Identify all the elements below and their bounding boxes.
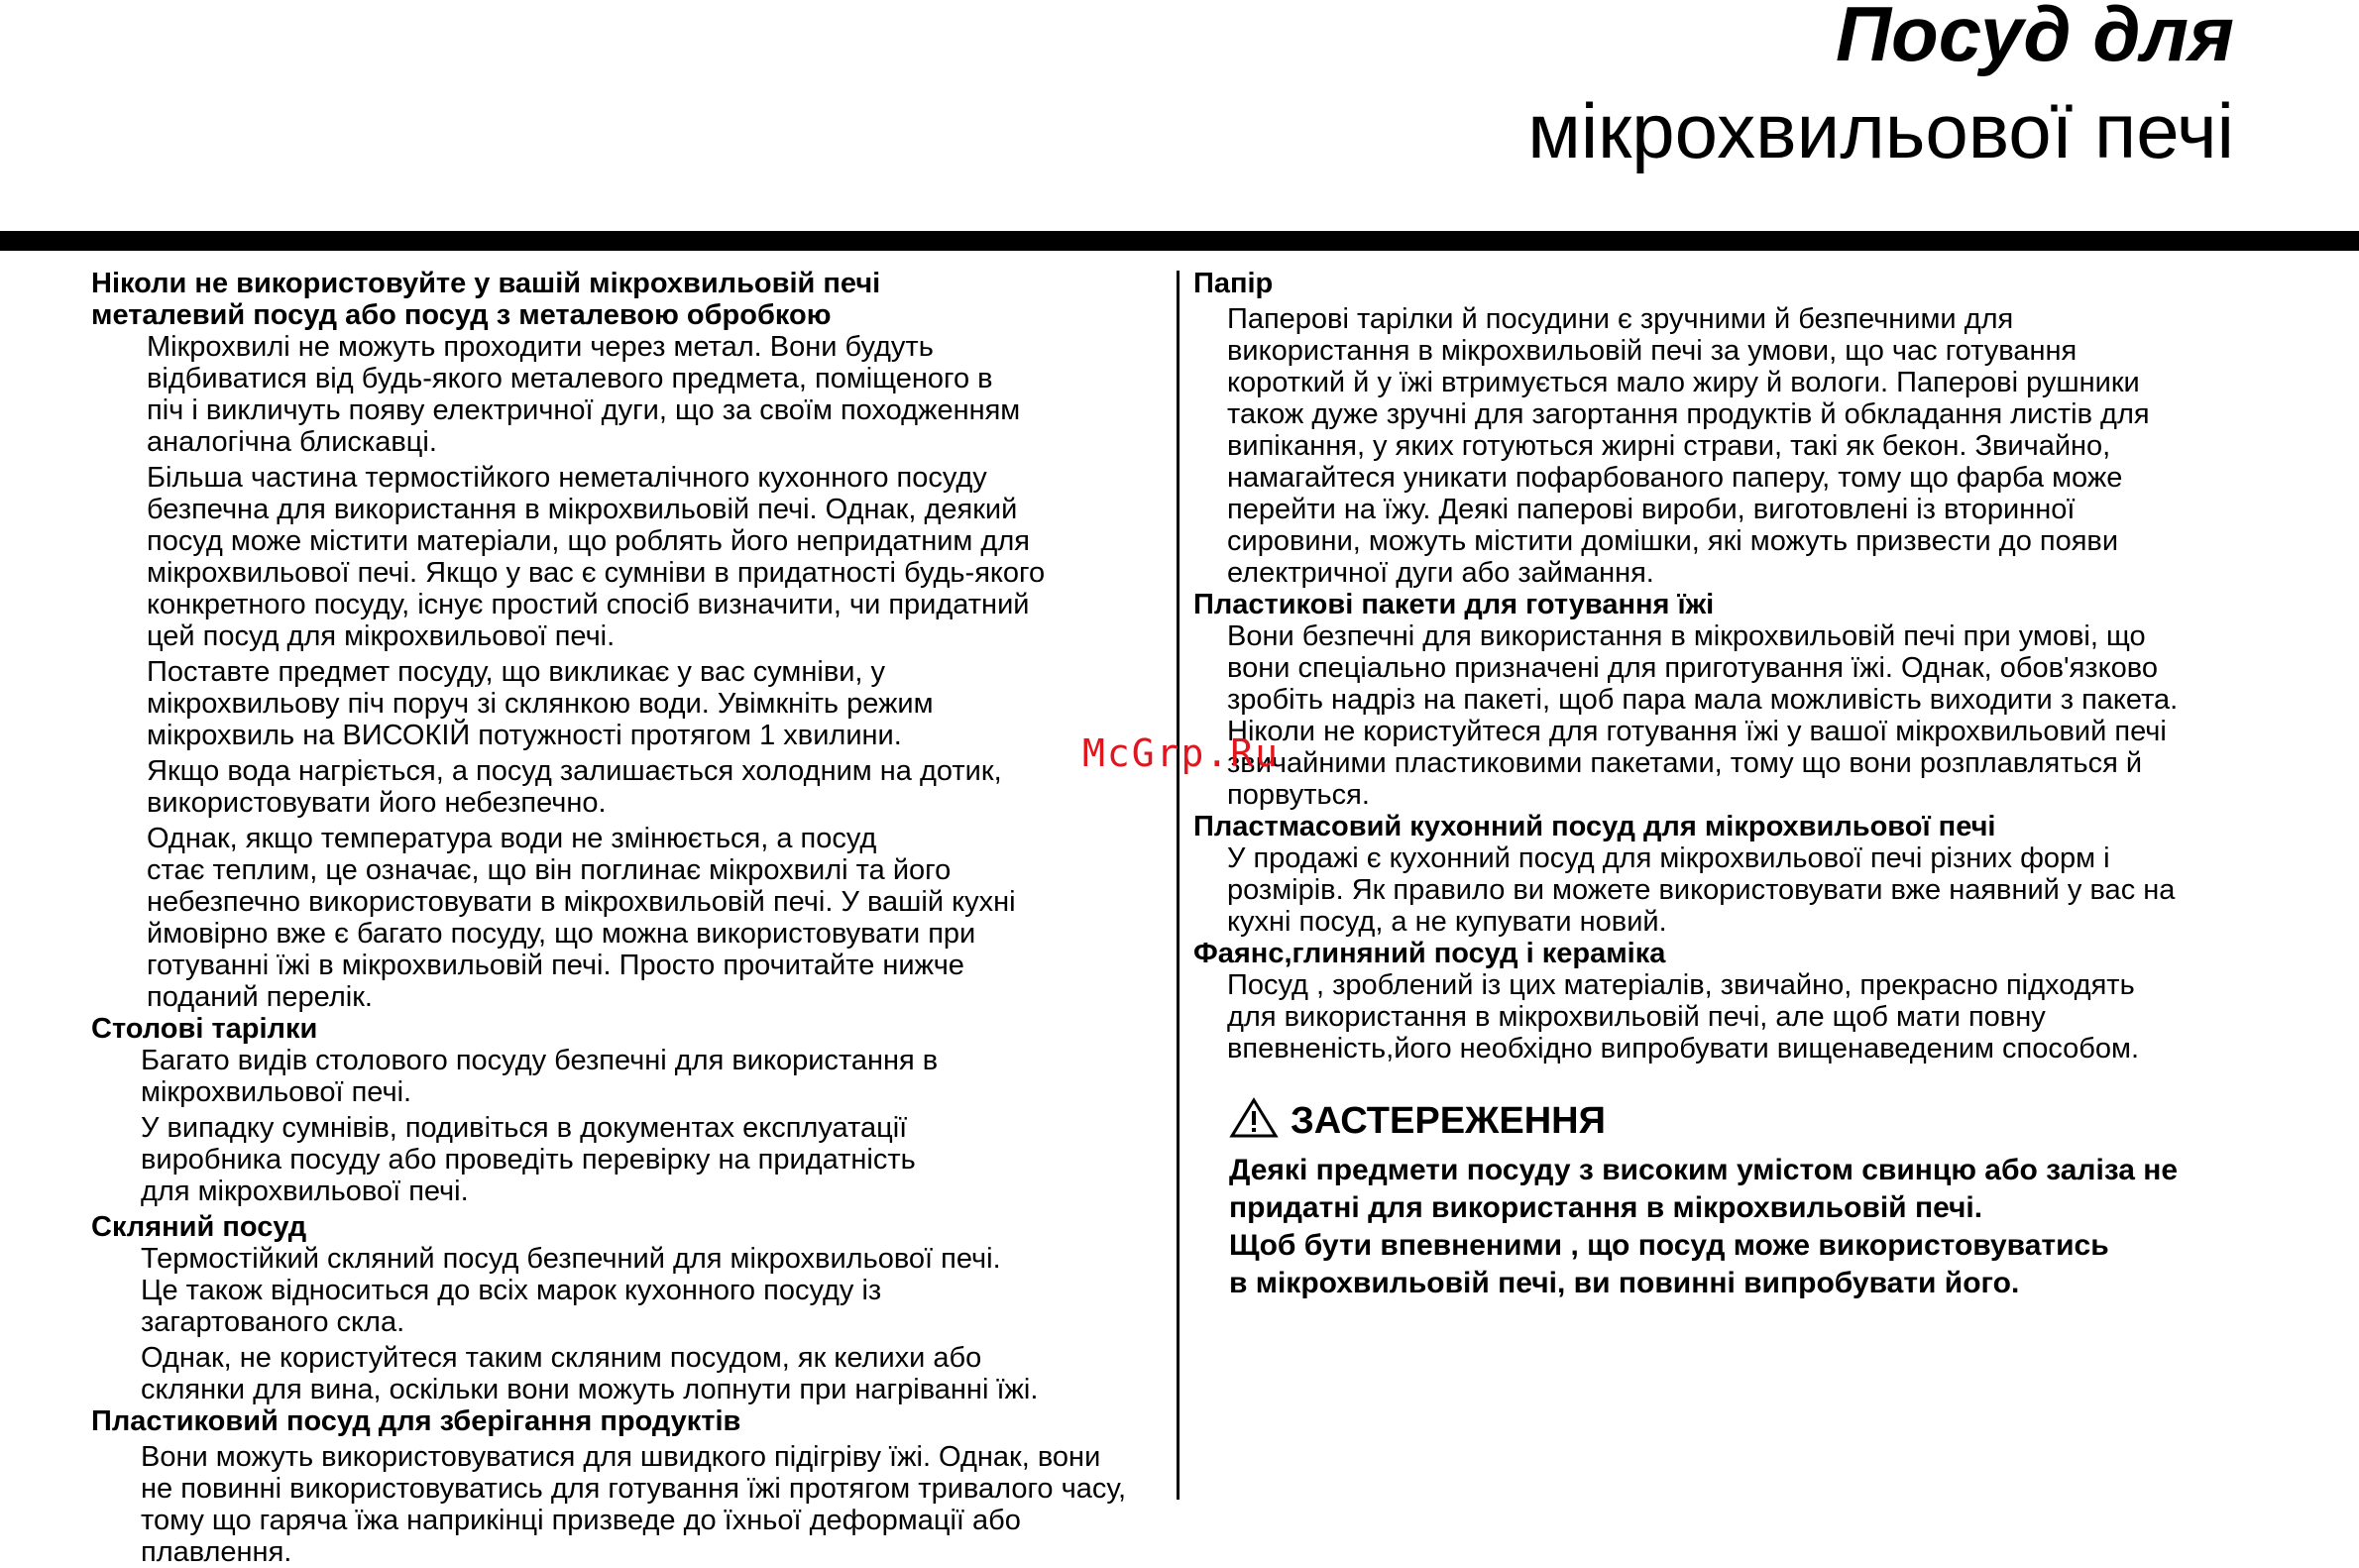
section-heading-cooking-bags: Пластикові пакети для готування їжі [1193, 589, 1715, 620]
left-column [91, 268, 1154, 1568]
warning-header [1229, 1097, 2300, 1144]
paragraph: Вони безпечні для використання в мікрохвильовій печі при умові, що вони спеціально призначені для приготування їжі. Однак, обов'язково зробіть надріз на пакеті, щоб пара мала можливість виходити з пакета. Ніколи не користуйтеся для готування їжі у вашої мікрохвильовий печі звичайними пластиковими пакетами, тому що вони розплавляться й порвуться. [1227, 620, 2179, 811]
paragraph: У випадку сумнівів, подивіться в документах експлуатації виробника посуду або проведіть перевірку на придатність для мікрохвильової печі. [141, 1112, 916, 1207]
paragraph: Вони можуть використовуватися для швидкого підігріву їжі. Однак, вони не повинні використовуватись для готування їжі протягом тривалого часу, тому що гаряча їжа наприкінці призведе до їхньої деформації або плавлення. [141, 1441, 1127, 1568]
section-heading-tableware: Столові тарілки [91, 1013, 318, 1045]
paragraph: Термостійкий скляний посуд безпечний для мікрохвильової печі. Це також відноситься до всіх марок кухонного посуду із загартованого скла. [141, 1243, 1001, 1338]
page-title: Посуд для [1835, 0, 2234, 77]
section-heading-ceramics: Фаянс,глиняний посуд і кераміка [1193, 938, 1666, 969]
paragraph: Однак, якщо температура води не змінюється, а посуд стає теплим, це означає, що він поглинає мікрохвилі та його небезпечно використовувати в мікрохвильовій печі. У вашій кухні ймовірно вже є багато посуду, що можна використовувати при готуванні їжі в мікрохвильовій печі. Просто прочитайте нижче поданий перелік. [147, 823, 1016, 1013]
section-heading-plastic-cookware: Пластмасовий кухонний посуд для мікрохвильової печі [1193, 811, 1996, 842]
watermark: McGrp.Ru [1082, 731, 1281, 775]
warning-title: ЗАСТЕРЕЖЕННЯ [1291, 1099, 1606, 1142]
paragraph: Мікрохвилі не можуть проходити через метал. Вони будуть відбиватися від будь-якого металевого предмета, поміщеного в піч і викличуть появу електричної дуги, що за своїм походженням аналогічна блискавці. [147, 331, 1021, 458]
paragraph: Паперові тарілки й посудини є зручними й безпечними для використання в мікрохвильовій печі за умови, що час готування короткий й у їжі втримується мало жиру й вологи. Паперові рушники також дуже зручні для загортання продуктів й обкладання листів для випікання, у яких готуються жирні страви, такі як бекон. Звичайно, намагайтеся уникати пофарбованого паперу, тому що фарба може перейти на їжу. Деякі паперові вироби, виготовлені із вторинної сировини, можуть містити домішки, які можуть призвести до появи електричної дуги або займання. [1227, 303, 2150, 589]
section-heading-glassware: Скляний посуд [91, 1211, 307, 1243]
paragraph: У продажі є кухонний посуд для мікрохвильової печі різних форм і розмірів. Як правило ви можете використовувати вже наявний у вас на кухні посуд, а не купувати новий. [1227, 842, 2176, 938]
paragraph: Більша частина термостійкого неметалічного кухонного посуду безпечна для використання в мікрохвильовій печі. Однак, деякий посуд може містити матеріали, що роблять його непридатним для мікрохвильової печі. Якщо у вас є сумніви в придатності будь-якого конкретного посуду, існує простий спосіб визначити, чи придатний цей посуд для мікрохвильової печі. [147, 462, 1046, 652]
section-heading-plastic-storage: Пластиковий посуд для зберігання продуктів [91, 1405, 741, 1437]
page-subtitle: мікрохвильової печі [1527, 87, 2234, 174]
section-heading-paper: Папір [1193, 268, 1274, 299]
paragraph: Поставте предмет посуду, що викликає у вас сумніви, у мікрохвильову піч поруч зі склянкою води. Увімкніть режим мікрохвиль на ВИСОКІЙ потужності протягом 1 хвилини. [147, 656, 934, 751]
warning-triangle-icon [1229, 1097, 1279, 1144]
warning-box [1229, 1097, 2300, 1302]
paragraph: Багато видів столового посуду безпечні для використання в мікрохвильової печі. [141, 1045, 939, 1108]
right-column [1193, 268, 2264, 1064]
paragraph: Однак, не користуйтеся таким скляним посудом, як келихи або склянки для вина, оскільки вони можуть лопнути при нагріванні їжі. [141, 1342, 1039, 1405]
paragraph: Якщо вода нагріється, а посуд залишається холодним на дотик, використовувати його небезпечно. [147, 755, 1002, 819]
paragraph: Посуд , зроблений із цих матеріалів, звичайно, прекрасно підходять для використання в мікрохвильовій печі, але щоб мати повну впевненість,його необхідно випробувати вищенаведеним способом. [1227, 969, 2140, 1064]
warning-text: Деякі предмети посуду з високим умістом свинцю або заліза не придатні для використання в мікрохвильовій печі. Щоб бути впевненими , що посуд може використовуватись в мікрохвильовій печі, ви повинні випробувати його. [1229, 1154, 2179, 1299]
header-rule [0, 231, 2359, 251]
section-heading-metal: Ніколи не використовуйте у вашій мікрохвильовій печі металевий посуд або посуд з металевою обробкою [91, 268, 881, 331]
column-divider [1177, 271, 1180, 1500]
